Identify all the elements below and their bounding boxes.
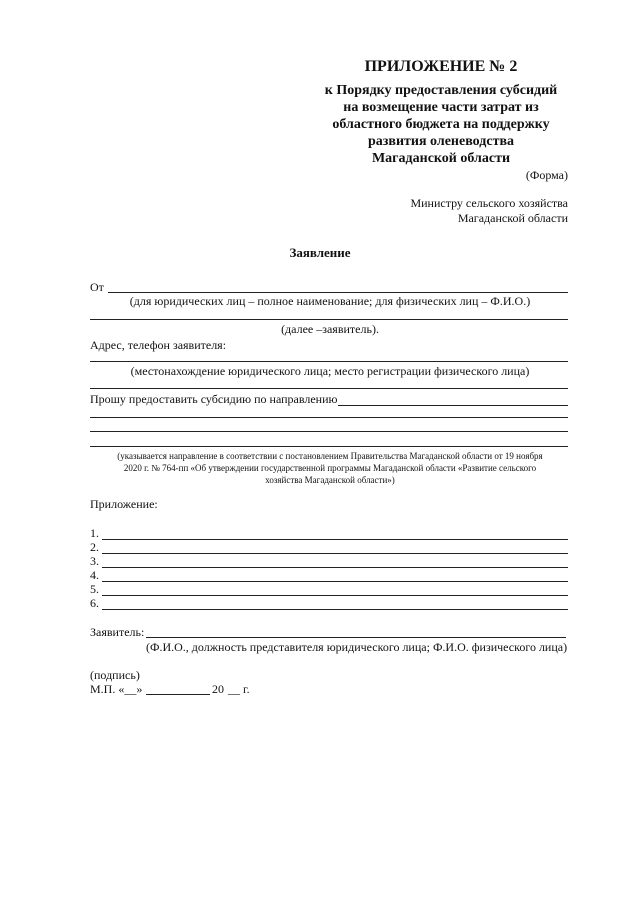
attachment-item-number: 5. (90, 582, 99, 596)
header-line: развития оленеводства (367, 134, 514, 149)
addressee-line: Магаданской области (457, 211, 568, 225)
attachment-item-line[interactable] (102, 553, 568, 554)
header-line: к Порядку предоставления субсидий (324, 83, 558, 98)
request-fill-line-2[interactable] (90, 417, 568, 418)
address-caption: (местонахождение юридического лица; место регистрации физического лица) (130, 364, 530, 378)
addressee-line: Министру сельского хозяйства (410, 196, 568, 210)
date-year-prefix: 20 (212, 682, 224, 696)
appendix-header (300, 58, 582, 167)
request-fill-line-3[interactable] (90, 431, 568, 432)
attachment-item-number: 6. (90, 596, 99, 610)
applicant-caption: (Ф.И.О., должность представителя юридического лица; Ф.И.О. физического лица) (146, 640, 568, 654)
appendix-title: ПРИЛОЖЕНИЕ № 2 (364, 58, 518, 75)
hereinafter-caption: (далее –заявитель). (281, 322, 379, 336)
attachment-item-number: 4. (90, 568, 99, 582)
request-fill-line[interactable] (338, 405, 568, 406)
attachment-item-line[interactable] (102, 581, 568, 582)
from-caption: (для юридических лиц – полное наименование; для физических лиц – Ф.И.О.) (129, 294, 531, 308)
signature-label: (подпись) (90, 668, 140, 682)
request-fill-line-4[interactable] (90, 446, 568, 447)
direction-note-line: 2020 г. № 764-пп «Об утверждении государственной программы Магаданской области «Развитие сельского (123, 463, 537, 473)
from-fill-line-2[interactable] (90, 319, 568, 320)
address-label: Адрес, телефон заявителя: (90, 338, 227, 352)
address-fill-line[interactable] (90, 361, 568, 362)
from-label: От (90, 280, 104, 294)
addressee (410, 196, 568, 226)
attachment-item-line[interactable] (102, 539, 568, 540)
date-month-line[interactable] (146, 694, 210, 695)
attachment-item-number: 2. (90, 540, 99, 554)
attachment-item-line[interactable] (102, 567, 568, 568)
form-note: (Форма) (525, 168, 568, 182)
attachment-item-number: 1. (90, 526, 99, 540)
header-line: Магаданской области (371, 151, 511, 166)
attachment-item-line[interactable] (102, 609, 568, 610)
document-title: Заявление (289, 245, 351, 260)
date-year-suffix: __ г. (228, 682, 250, 696)
direction-note-line: (указывается направление в соответствии с постановлением Правительства Магаданской области от 19 ноября (117, 451, 543, 461)
header-line: на возмещение части затрат из (343, 100, 539, 115)
stamp-date-prefix: М.П. «__» (90, 682, 143, 696)
attachment-item-number: 3. (90, 554, 99, 568)
request-label: Прошу предоставить субсидию по направлению (90, 392, 338, 406)
applicant-label: Заявитель: (90, 625, 145, 639)
direction-note-line: хозяйства Магаданской области») (265, 475, 395, 485)
header-line: областного бюджета на поддержку (332, 117, 550, 132)
from-fill-line[interactable] (108, 292, 568, 293)
direction-note (92, 450, 568, 486)
applicant-fill-line[interactable] (146, 637, 566, 638)
address-fill-line-2[interactable] (90, 388, 568, 389)
attachment-label: Приложение: (90, 497, 158, 511)
attachment-item-line[interactable] (102, 595, 568, 596)
